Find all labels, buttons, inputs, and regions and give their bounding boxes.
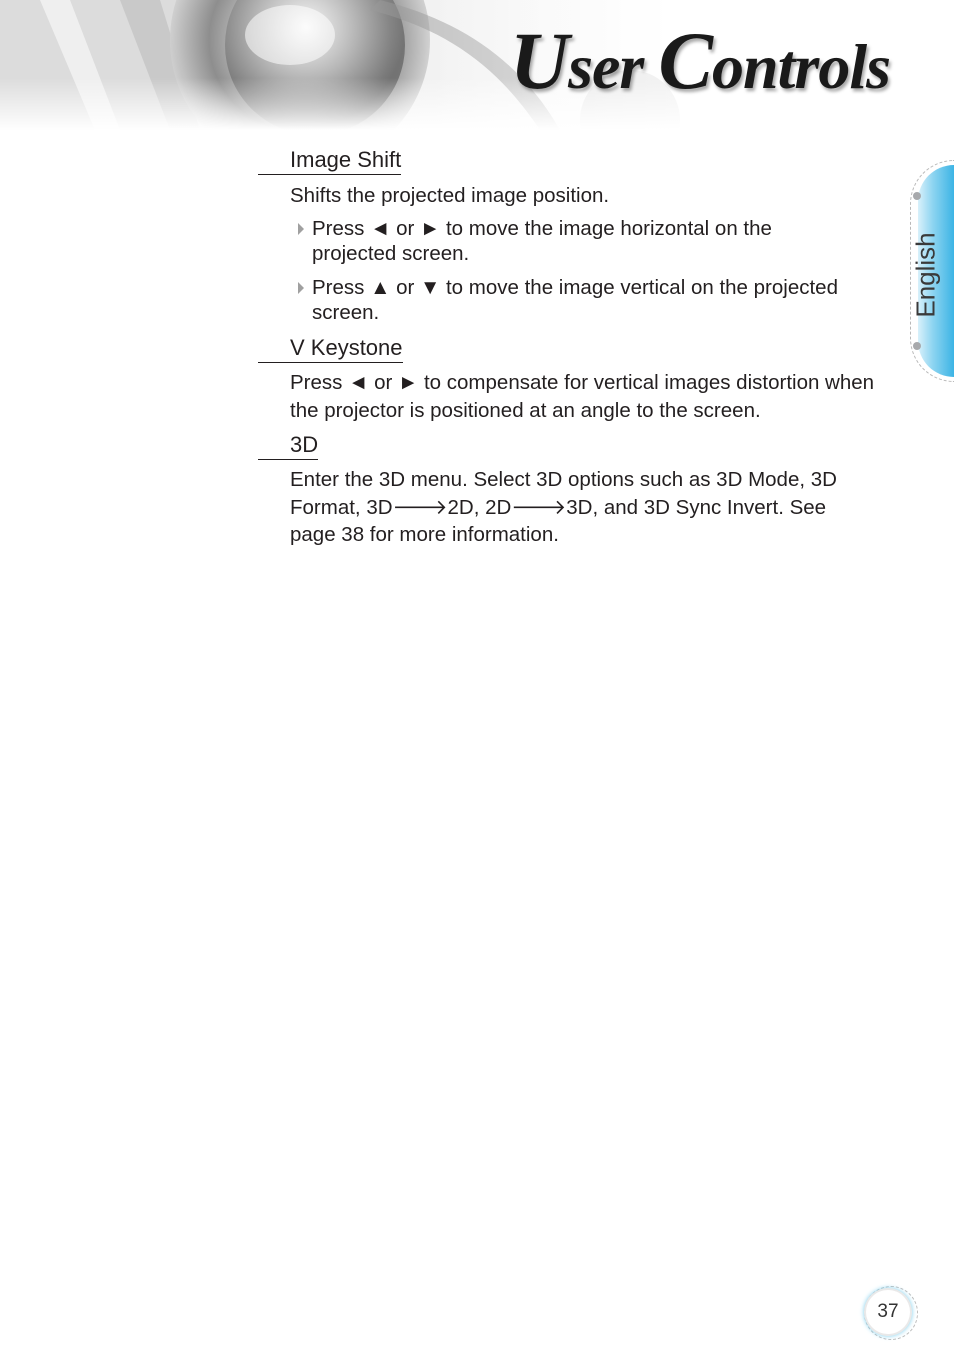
section-description: Enter the 3D menu. Select 3D options such as 3D Mode, 3D Format, 3D🡒2D, 2D🡒3D, and 3D Sync Invert. See page 38 for more information. [290, 468, 837, 546]
list-item: Press ▲ or ▼ to move the image vertical on the projected screen. [296, 275, 856, 325]
section-description: Press ◄ or ► to compensate for vertical images distortion when the projector is positioned at an angle to the screen. [290, 371, 875, 422]
language-label: English [910, 232, 941, 318]
list-item: Press ◄ or ► to move the image horizontal on the projected screen. [296, 216, 856, 266]
page-number: 37 [866, 1290, 910, 1334]
section-description: Shifts the projected image position. [290, 184, 610, 207]
section-heading-3d: 3D [258, 433, 318, 460]
section-heading-image-shift: Image Shift [258, 148, 401, 175]
dot-icon [913, 192, 921, 200]
page-title: User Controls [509, 15, 890, 106]
triangle-right-icon [296, 281, 306, 295]
triangle-right-icon [296, 222, 306, 236]
header-banner [0, 0, 954, 130]
page-number-badge [860, 1284, 920, 1340]
section-heading-v-keystone: V Keystone [258, 336, 403, 363]
dot-icon [913, 342, 921, 350]
